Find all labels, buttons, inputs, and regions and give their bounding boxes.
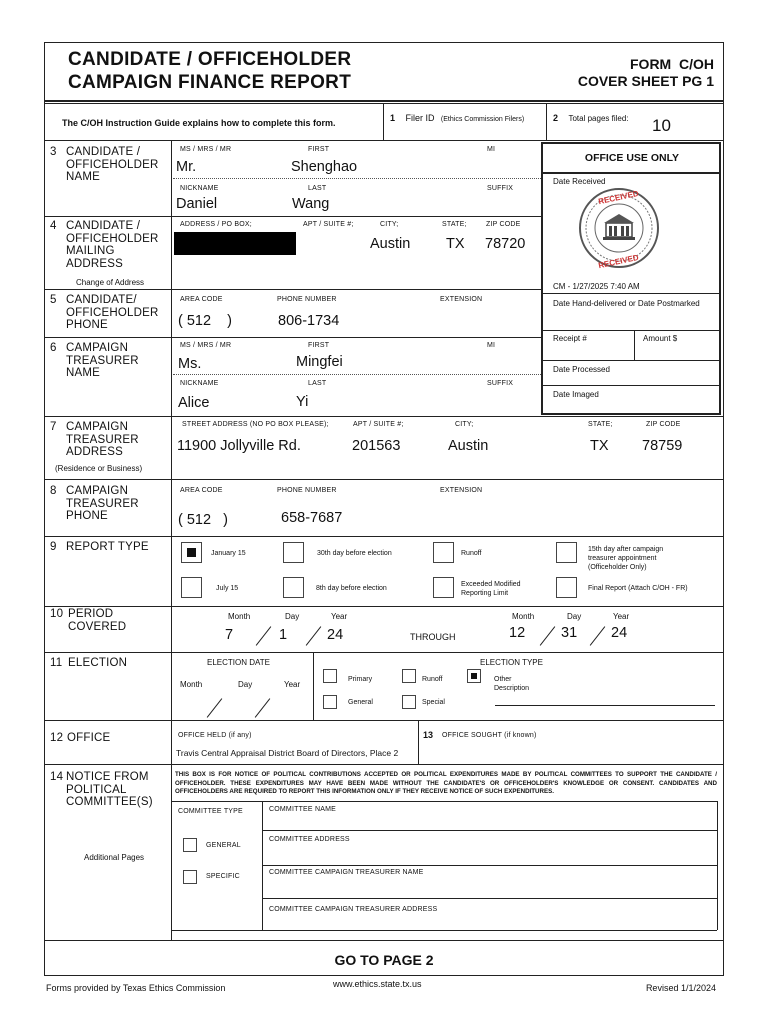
filer-id-field[interactable] bbox=[390, 108, 540, 138]
s7-street-value[interactable]: 11900 Jollyville Rd. bbox=[177, 438, 301, 454]
report-type-label-2: 30th day before election bbox=[317, 550, 392, 557]
through-label: THROUGH bbox=[410, 632, 456, 642]
election-year-label: Year bbox=[284, 680, 301, 689]
go-to-page-2: GO TO PAGE 2 bbox=[334, 952, 434, 968]
election-month-label: Month bbox=[180, 680, 203, 689]
report-type-checkbox-4[interactable] bbox=[556, 542, 577, 563]
s10-to-month[interactable]: 12 bbox=[509, 625, 526, 641]
s7-zip-value[interactable]: 78759 bbox=[642, 438, 683, 454]
s7-apt-label: APT / SUITE #; bbox=[353, 421, 404, 428]
checked-mark bbox=[187, 548, 196, 557]
specific-checkbox[interactable] bbox=[183, 870, 197, 884]
election-type-label-1: Primary bbox=[348, 676, 373, 683]
s8-ext-label: EXTENSION bbox=[440, 487, 483, 494]
office-held-value[interactable]: Travis Central Appraisal District Board of Directors, Place 2 bbox=[176, 748, 399, 758]
specific-label: SPECIFIC bbox=[206, 873, 240, 880]
instruction-text: The C/OH Instruction Guide explains how to complete this form. bbox=[62, 118, 336, 128]
general-checkbox[interactable] bbox=[183, 838, 197, 852]
redacted-address bbox=[174, 232, 296, 255]
s3-suffix-label: SUFFIX bbox=[487, 185, 514, 192]
report-type-label-8: Final Report (Attach C/OH - FR) bbox=[588, 585, 688, 592]
s6-prefix-value[interactable]: Ms. bbox=[178, 356, 202, 372]
section-11-num: 11 bbox=[50, 657, 63, 669]
s8-phone-label: PHONE NUMBER bbox=[277, 487, 337, 494]
committee-treasurer-label: COMMITTEE CAMPAIGN TREASURER NAME bbox=[269, 869, 424, 876]
general-label: GENERAL bbox=[206, 842, 241, 849]
committee-name-label: COMMITTEE NAME bbox=[269, 806, 336, 813]
title-line2: CAMPAIGN FINANCE REPORT bbox=[68, 72, 352, 93]
s3-prefix-label: MS / MRS / MR bbox=[180, 146, 232, 153]
checked-mark bbox=[471, 673, 477, 679]
section-7-num: 7 bbox=[50, 421, 57, 433]
svg-text:RECEIVED: RECEIVED bbox=[597, 252, 640, 270]
s8-area-label: AREA CODE bbox=[180, 487, 223, 494]
election-type-checkbox-3[interactable] bbox=[467, 669, 481, 683]
s3-first-value[interactable]: Shenghao bbox=[291, 159, 358, 175]
report-type-label-3: Runoff bbox=[461, 550, 482, 557]
election-type-label-4: General bbox=[348, 699, 373, 706]
receipt-label: Receipt # bbox=[553, 334, 587, 343]
s10-to-year-label: Year bbox=[613, 612, 630, 621]
office-use-title: OFFICE USE ONLY bbox=[584, 152, 680, 164]
office-held-label: OFFICE HELD (if any) bbox=[178, 732, 252, 739]
report-type-label-1: January 15 bbox=[211, 550, 246, 557]
s10-to-day-label: Day bbox=[567, 612, 582, 621]
s7-apt-value[interactable]: 201563 bbox=[352, 438, 401, 454]
received-stamp-seal bbox=[578, 186, 660, 270]
s7-state-value[interactable]: TX bbox=[590, 438, 609, 454]
s10-from-month-label: Month bbox=[228, 612, 251, 621]
s7-city-label: CITY; bbox=[455, 421, 474, 428]
stamp-received-datetime: CM - 1/27/2025 7:40 AM bbox=[553, 282, 640, 291]
date-received-label: Date Received bbox=[553, 177, 606, 186]
committee-treasurer-address-label: COMMITTEE CAMPAIGN TREASURER ADDRESS bbox=[269, 906, 438, 913]
s6-first-label: FIRST bbox=[308, 342, 330, 349]
s3-nickname-label: NICKNAME bbox=[180, 185, 219, 192]
report-type-checkbox-5[interactable] bbox=[181, 577, 202, 598]
report-type-checkbox-7[interactable] bbox=[433, 577, 454, 598]
election-type-label-3: Other Description bbox=[494, 676, 530, 692]
section-10-num: 10 bbox=[50, 608, 64, 620]
date-processed-label: Date Processed bbox=[553, 365, 610, 374]
report-type-checkbox-1[interactable] bbox=[181, 542, 202, 563]
report-type-checkbox-8[interactable] bbox=[556, 577, 577, 598]
section-6-label: CAMPAIGN TREASURER NAME bbox=[66, 342, 139, 379]
s10-from-month[interactable]: 7 bbox=[225, 627, 234, 643]
s4-city-label: CITY; bbox=[380, 221, 399, 228]
s7-state-label: STATE; bbox=[588, 421, 613, 428]
section-14-num: 14 bbox=[50, 771, 64, 783]
svg-text:RECEIVED: RECEIVED bbox=[597, 188, 640, 207]
form-number: FORM C/OH bbox=[630, 56, 714, 72]
s3-first-label: FIRST bbox=[308, 146, 330, 153]
s10-from-year[interactable]: 24 bbox=[327, 627, 344, 643]
additional-pages-label: Additional Pages bbox=[84, 853, 145, 862]
s4-city-value[interactable]: Austin bbox=[370, 236, 411, 252]
section-3-label: CANDIDATE / OFFICEHOLDER NAME bbox=[66, 146, 159, 183]
s5-area-value[interactable]: ( 512 ) bbox=[178, 313, 232, 329]
election-type-label-2: Runoff bbox=[422, 676, 443, 683]
s7-city-value[interactable]: Austin bbox=[448, 438, 489, 454]
section-7-label: CAMPAIGN TREASURER ADDRESS bbox=[66, 421, 139, 458]
s7-street-label: STREET ADDRESS (NO PO BOX PLEASE); bbox=[182, 421, 329, 428]
section-6-num: 6 bbox=[50, 342, 57, 354]
s4-zip-label: ZIP CODE bbox=[486, 221, 521, 228]
s7-residence-note: (Residence or Business) bbox=[55, 464, 143, 473]
s6-nickname-value[interactable]: Alice bbox=[178, 395, 210, 411]
cover-sheet-label: COVER SHEET PG 1 bbox=[577, 73, 714, 89]
pages-filed-num: 2 bbox=[553, 113, 559, 123]
s6-last-label: LAST bbox=[308, 380, 327, 387]
s6-first-value[interactable]: Mingfei bbox=[296, 354, 343, 370]
s10-from-year-label: Year bbox=[331, 612, 348, 621]
pages-filed-label: Total pages filed: bbox=[568, 114, 629, 123]
s10-to-month-label: Month bbox=[512, 612, 535, 621]
report-type-label-7: Exceeded Modified Reporting Limit bbox=[461, 581, 521, 597]
s6-last-value[interactable]: Yi bbox=[296, 394, 309, 410]
hand-delivered-label: Date Hand-delivered or Date Postmarked bbox=[553, 299, 700, 308]
s3-mi-label: MI bbox=[487, 146, 496, 153]
section-5-label: CANDIDATE/ OFFICEHOLDER PHONE bbox=[66, 294, 159, 331]
s3-nickname-value[interactable]: Daniel bbox=[176, 196, 218, 212]
committee-type-label: COMMITTEE TYPE bbox=[178, 808, 243, 815]
s4-state-label: STATE; bbox=[442, 221, 467, 228]
s5-phone-label: PHONE NUMBER bbox=[277, 296, 337, 303]
s3-last-value[interactable]: Wang bbox=[292, 196, 330, 212]
footer-revised: Revised 1/1/2024 bbox=[645, 983, 716, 993]
s6-mi-label: MI bbox=[487, 342, 496, 349]
title-line1: CANDIDATE / OFFICEHOLDER bbox=[68, 49, 352, 70]
s6-suffix-label: SUFFIX bbox=[487, 380, 514, 387]
s8-area-value[interactable]: ( 512 ) bbox=[178, 512, 228, 528]
election-date-label: ELECTION DATE bbox=[207, 658, 270, 667]
s8-phone-value[interactable]: 658-7687 bbox=[281, 510, 343, 526]
filer-id-hint: (Ethics Commission Filers) bbox=[440, 116, 525, 123]
section-12-num: 12 bbox=[50, 732, 64, 744]
s5-area-label: AREA CODE bbox=[180, 296, 223, 303]
section-8-num: 8 bbox=[50, 485, 57, 497]
footer-left: Forms provided by Texas Ethics Commission bbox=[46, 983, 226, 993]
section-10-label: PERIOD COVERED bbox=[68, 608, 127, 633]
change-of-address: Change of Address bbox=[76, 278, 145, 287]
section-14-label: NOTICE FROM POLITICAL COMMITTEE(S) bbox=[66, 771, 153, 808]
s5-ext-label: EXTENSION bbox=[440, 296, 483, 303]
section-5-num: 5 bbox=[50, 294, 57, 306]
section-9-num: 9 bbox=[50, 541, 57, 553]
office-sought-label: OFFICE SOUGHT (if known) bbox=[442, 732, 537, 739]
election-day-label: Day bbox=[238, 680, 253, 689]
section-4-num: 4 bbox=[50, 220, 57, 232]
section-4-label: CANDIDATE / OFFICEHOLDER MAILING ADDRESS bbox=[66, 220, 159, 270]
pages-filed-value: 10 bbox=[652, 116, 671, 135]
report-type-label-4: 15th day after campaign treasurer appointment (Officeholder Only) bbox=[588, 546, 664, 571]
report-type-checkbox-2[interactable] bbox=[283, 542, 304, 563]
election-type-checkbox-1[interactable] bbox=[323, 669, 337, 683]
committee-address-label: COMMITTEE ADDRESS bbox=[269, 836, 350, 843]
s3-prefix-value[interactable]: Mr. bbox=[176, 159, 197, 175]
s4-address-label: ADDRESS / PO BOX; bbox=[180, 221, 252, 228]
report-type-checkbox-3[interactable] bbox=[433, 542, 454, 563]
s10-to-day[interactable]: 31 bbox=[561, 625, 578, 641]
s4-apt-label: APT / SUITE #; bbox=[303, 221, 354, 228]
notice-text: THIS BOX IS FOR NOTICE OF POLITICAL CONTRIBUTIONS ACCEPTED OR POLITICAL EXPENDITURES MADE BY POLITICAL COMMITTEES TO SUPPORT THE CANDIDATE / OFFICEHOLDER. THESE EXPENDITURES MAY HAVE BEEN MADE WITHOUT THE CANDIDATE'S OR OFFICEHOLDER'S KNOWLEDGE OR CONSENT. CANDIDATES AND OFFICEHOLDERS ARE REQUIRED TO REPORT THIS INFORMATION ONLY IF THEY RECEIVE NOTICE OF SUCH EXPENDITURES. bbox=[175, 771, 717, 795]
report-type-label-5: July 15 bbox=[216, 585, 239, 592]
filer-id-label: Filer ID bbox=[405, 113, 435, 123]
date-imaged-label: Date Imaged bbox=[553, 390, 599, 399]
election-type-label-5: Special bbox=[422, 699, 445, 706]
s10-from-day[interactable]: 1 bbox=[279, 627, 288, 643]
footer-url[interactable]: www.ethics.state.tx.us bbox=[333, 979, 422, 989]
election-type-checkbox-4[interactable] bbox=[323, 695, 337, 709]
pages-filed-field[interactable] bbox=[553, 108, 713, 138]
election-type-checkbox-2[interactable] bbox=[402, 669, 416, 683]
s10-to-year[interactable]: 24 bbox=[611, 625, 628, 641]
election-type-checkbox-5[interactable] bbox=[402, 695, 416, 709]
section-3-num: 3 bbox=[50, 146, 57, 158]
report-type-checkbox-6[interactable] bbox=[283, 577, 304, 598]
s7-zip-label: ZIP CODE bbox=[646, 421, 681, 428]
section-13-num: 13 bbox=[423, 730, 434, 740]
s6-prefix-label: MS / MRS / MR bbox=[180, 342, 232, 349]
s4-zip-value[interactable]: 78720 bbox=[485, 236, 526, 252]
section-9-label: REPORT TYPE bbox=[66, 541, 149, 553]
s10-from-day-label: Day bbox=[285, 612, 300, 621]
report-type-label-6: 8th day before election bbox=[316, 585, 387, 592]
s4-state-value[interactable]: TX bbox=[446, 236, 465, 252]
s3-last-label: LAST bbox=[308, 185, 327, 192]
filer-id-num: 1 bbox=[390, 113, 396, 123]
election-type-label: ELECTION TYPE bbox=[480, 658, 543, 667]
s5-phone-value[interactable]: 806-1734 bbox=[278, 313, 340, 329]
section-8-label: CAMPAIGN TREASURER PHONE bbox=[66, 485, 139, 522]
amount-label: Amount $ bbox=[643, 334, 678, 343]
section-12-label: OFFICE bbox=[67, 732, 111, 744]
section-11-label: ELECTION bbox=[68, 657, 128, 669]
s6-nickname-label: NICKNAME bbox=[180, 380, 219, 387]
